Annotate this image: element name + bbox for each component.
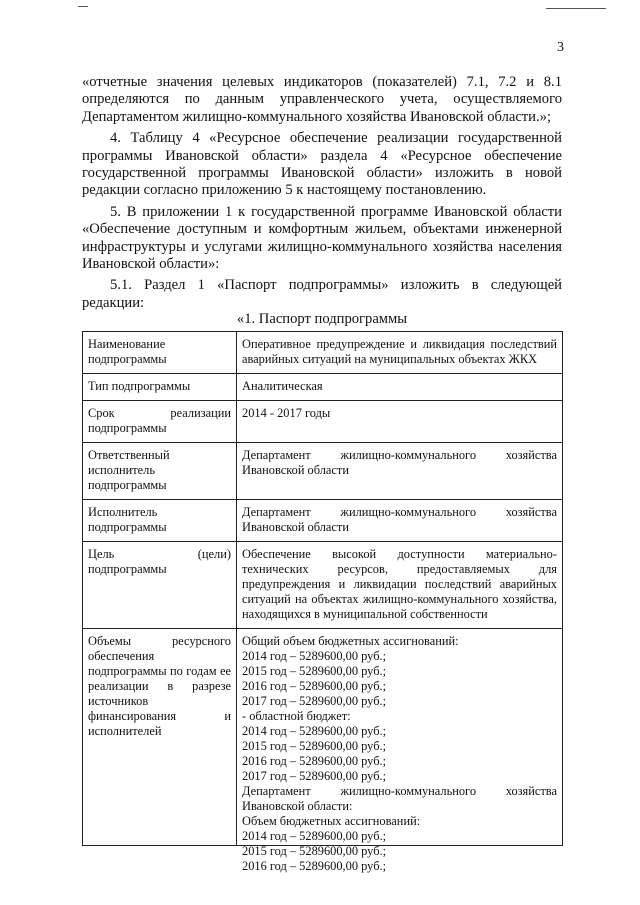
- funding-line: 2016 год – 5289600,00 руб.;: [242, 858, 387, 873]
- funding-line: 2017 год – 5289600,00 руб.;: [242, 768, 387, 783]
- row-label: Исполнитель подпрограммы: [83, 499, 237, 541]
- funding-line: 2015 год – 5289600,00 руб.;: [242, 663, 387, 678]
- funding-line: 2017 год – 5289600,00 руб.;: [242, 693, 387, 708]
- document-body: [82, 74, 562, 873]
- funding-line: 2014 год – 5289600,00 руб.;: [242, 648, 387, 663]
- paragraph: 4. Таблицу 4 «Ресурсное обеспечение реализации государственной программы Ивановской области» раздела 4 «Ресурсное обеспечение государственной программы Ивановской области» изложить в новой редакции согласно приложению 5 к настоящему постановлению.: [82, 130, 562, 199]
- table-row: [83, 499, 563, 541]
- row-label: Тип подпрограммы: [83, 373, 237, 400]
- passport-table: [82, 331, 563, 873]
- table-row: [83, 373, 563, 400]
- row-value: 2014 - 2017 годы: [237, 400, 563, 442]
- funding-value: [237, 628, 563, 873]
- table-row-funding: [83, 628, 563, 845]
- funding-line: Объем бюджетных ассигнований:: [242, 813, 421, 828]
- paragraph: 5.1. Раздел 1 «Паспорт подпрограммы» изложить в следующей редакции:: [82, 277, 562, 311]
- row-value: Обеспечение высокой доступности материально-технических ресурсов, предоставляемых для предупреждения и ликвидации последствий аварийных ситуаций на объектах жилищно-коммунального хозяйства, находящихся в муниципальной собственности: [237, 541, 563, 628]
- row-label: Срок реализации подпрограммы: [83, 400, 237, 442]
- funding-line: 2016 год – 5289600,00 руб.;: [242, 753, 387, 768]
- scan-mark: [78, 6, 88, 7]
- table-title: «1. Паспорт подпрограммы: [236, 311, 408, 328]
- table-row: [83, 541, 563, 628]
- row-value: Департамент жилищно-коммунального хозяйства Ивановской области: [237, 499, 563, 541]
- funding-line: 2015 год – 5289600,00 руб.;: [242, 843, 387, 858]
- table-row: [83, 400, 563, 442]
- row-label: Объемы ресурсного обеспечения подпрограммы по годам ее реализации в разрезе источников финансирования и исполнителей: [83, 628, 237, 845]
- funding-line: 2014 год – 5289600,00 руб.;: [242, 723, 387, 738]
- funding-lines: [242, 633, 557, 873]
- paragraph: «отчетные значения целевых индикаторов (показателей) 7.1, 7.2 и 8.1 определяются по данным управленческого учета, осуществляемого Департаментом жилищно-коммунального хозяйства Ивановской области.»;: [82, 74, 562, 125]
- funding-line: - областной бюджет:: [242, 708, 351, 723]
- paragraph: 5. В приложении 1 к государственной программе Ивановской области «Обеспечение доступным и комфортным жильем, объектами инженерной инфраструктуры и услугами жилищно-коммунального хозяйства населения Ивановской области»:: [82, 203, 562, 273]
- funding-line: 2015 год – 5289600,00 руб.;: [242, 738, 387, 753]
- row-label: Цель (цели) подпрограммы: [83, 541, 237, 628]
- funding-line: 2014 год – 5289600,00 руб.;: [242, 828, 387, 843]
- funding-line: Департамент жилищно-коммунального хозяйства Ивановской области:: [242, 783, 557, 813]
- row-label: Наименование подпрограммы: [83, 331, 237, 373]
- page-number: 3: [557, 40, 564, 55]
- table-row: [83, 331, 563, 373]
- row-value: Департамент жилищно-коммунального хозяйства Ивановской области: [237, 442, 563, 499]
- funding-line: 2016 год – 5289600,00 руб.;: [242, 678, 387, 693]
- table-row: [83, 442, 563, 499]
- row-label: Ответственный исполнитель подпрограммы: [83, 442, 237, 499]
- row-value: Оперативное предупреждение и ликвидация последствий аварийных ситуаций на муниципальных объектах ЖКХ: [237, 331, 563, 373]
- row-value: Аналитическая: [237, 373, 563, 400]
- scan-mark: [546, 8, 606, 9]
- funding-line: Общий объем бюджетных ассигнований:: [242, 633, 459, 648]
